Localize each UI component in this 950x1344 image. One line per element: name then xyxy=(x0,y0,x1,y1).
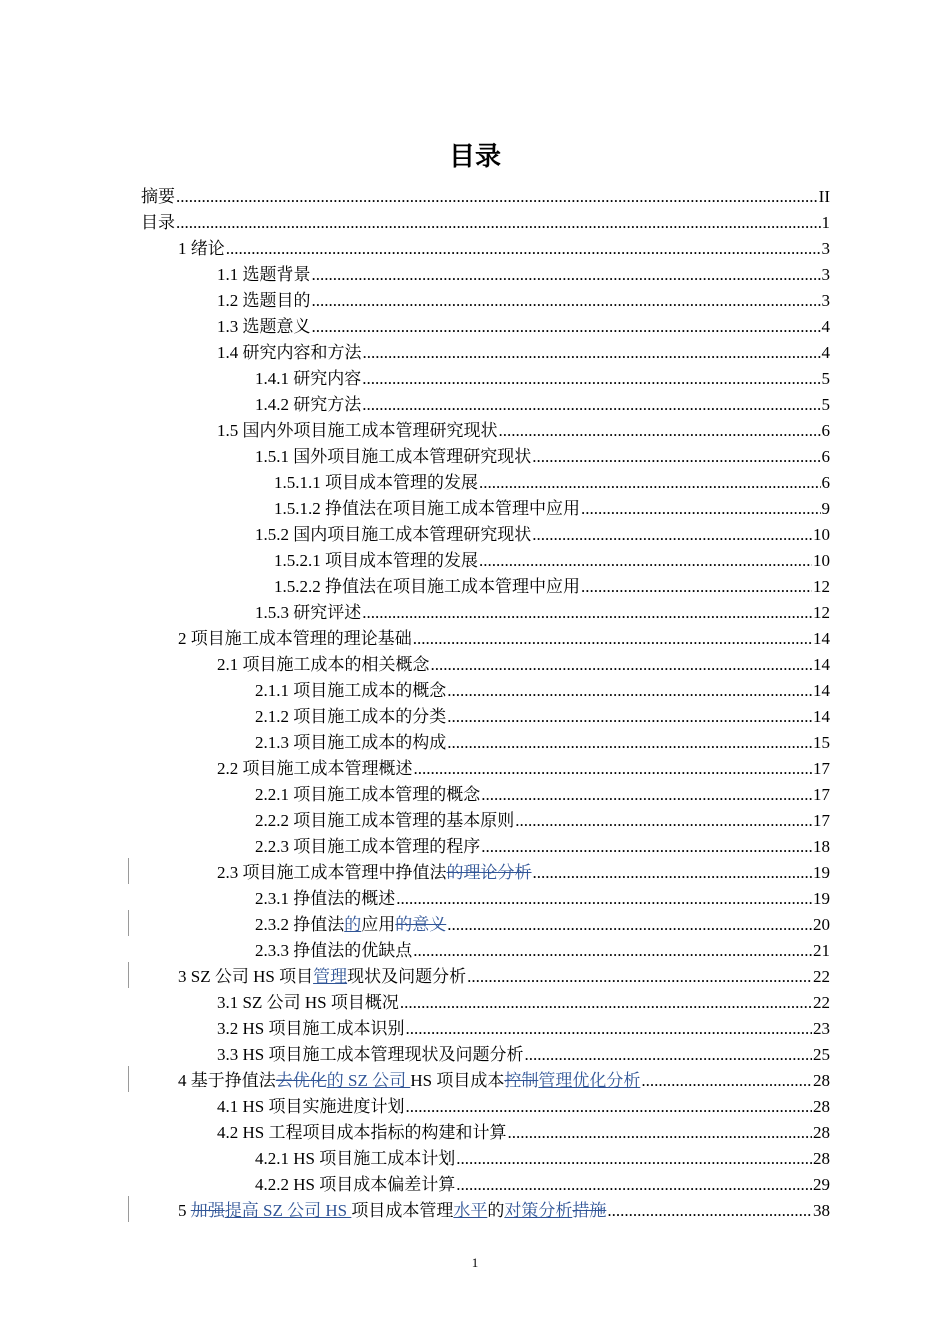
toc-entry-title xyxy=(217,264,311,286)
toc-entry-title xyxy=(255,706,446,728)
toc-page-number: 14 xyxy=(813,707,830,726)
dot-leader xyxy=(400,992,812,1014)
toc-title-text: 1.5.1.2 挣值法在项目施工成本管理中应用 xyxy=(274,499,580,518)
dot-leader xyxy=(447,732,812,754)
toc-title-text: 的 xyxy=(487,1201,505,1220)
toc-title-text: 2.1 项目施工成本的相关概念 xyxy=(217,655,430,674)
tracked-deletion: 措施 xyxy=(572,1201,607,1220)
tracked-insertion: 管理优化分析 xyxy=(538,1071,641,1090)
toc-entry-title xyxy=(255,602,361,624)
dot-leader xyxy=(176,186,818,208)
toc-entry[interactable] xyxy=(217,1040,830,1066)
dot-leader xyxy=(405,1018,812,1040)
toc-title-text: 2.2.2 项目施工成本管理的基本原则 xyxy=(255,811,515,830)
toc-page-number: 38 xyxy=(813,1201,830,1220)
toc-entry[interactable] xyxy=(217,1014,830,1040)
tracked-insertion: 的 SZ 公司 xyxy=(326,1071,411,1090)
dot-leader xyxy=(481,784,812,806)
tracked-insertion: 管理 xyxy=(313,967,348,986)
toc-page-number: 5 xyxy=(821,395,830,414)
toc-entry[interactable] xyxy=(255,936,830,962)
toc-page-number: 18 xyxy=(813,837,830,856)
toc-entry-title xyxy=(255,732,446,754)
revision-change-bar xyxy=(128,1066,129,1092)
toc-page-number: 19 xyxy=(813,863,830,882)
toc-entry[interactable] xyxy=(217,416,830,442)
toc-entry[interactable] xyxy=(255,884,830,910)
toc-page-number: 28 xyxy=(813,1071,830,1090)
toc-entry-title xyxy=(255,394,361,416)
toc-entry-title xyxy=(217,1096,404,1118)
toc-entry[interactable] xyxy=(217,754,830,780)
dot-leader xyxy=(581,498,821,520)
toc-entry-title xyxy=(217,1122,506,1144)
dot-leader xyxy=(176,212,821,234)
toc-entry-title xyxy=(217,420,498,442)
toc-entry[interactable] xyxy=(141,182,830,208)
toc-page-number: 3 xyxy=(821,265,830,284)
toc-page-number: 29 xyxy=(813,1175,830,1194)
toc-entry[interactable] xyxy=(255,598,830,624)
toc-entry[interactable] xyxy=(217,1118,830,1144)
toc-page-number: 12 xyxy=(813,603,830,622)
toc-page-number: 25 xyxy=(813,1045,830,1064)
toc-page-number: 6 xyxy=(821,421,830,440)
toc-entry-title xyxy=(255,1174,455,1196)
toc-title-text: 3.1 SZ 公司 HS 项目概况 xyxy=(217,993,399,1012)
toc-entry[interactable] xyxy=(274,546,830,572)
toc-entry[interactable] xyxy=(217,286,830,312)
toc-title-text: 2.1.1 项目施工成本的概念 xyxy=(255,681,447,700)
toc-entry-title xyxy=(217,1044,523,1066)
toc-entry-title xyxy=(141,186,175,208)
tracked-insertion: 对策分析 xyxy=(504,1201,573,1220)
dot-leader xyxy=(431,654,813,676)
toc-page-number: 4 xyxy=(821,317,830,336)
toc-entry[interactable] xyxy=(255,442,830,468)
toc-entry-title xyxy=(178,238,225,260)
toc-title-text: 摘要 xyxy=(141,187,175,206)
tracked-deletion: 的意义 xyxy=(395,915,447,934)
toc-title-text: 1.4 研究内容和方法 xyxy=(217,343,362,362)
dot-leader xyxy=(413,628,812,650)
toc-page-number: 23 xyxy=(813,1019,830,1038)
tracked-deletion: 加强 xyxy=(190,1201,225,1220)
toc-entry-title xyxy=(217,654,430,676)
toc-entry[interactable] xyxy=(217,260,830,286)
toc-entry[interactable] xyxy=(178,1196,830,1222)
revision-change-bar xyxy=(128,858,129,884)
toc-page-number: 10 xyxy=(813,551,830,570)
toc-entry-title xyxy=(178,628,412,650)
tracked-insertion: 提高 SZ 公司 HS xyxy=(224,1201,352,1220)
toc-page-number: 4 xyxy=(821,343,830,362)
toc-page-number: 19 xyxy=(813,889,830,908)
toc-title-text: 1.4.1 研究内容 xyxy=(255,369,362,388)
toc-entry[interactable] xyxy=(178,234,830,260)
toc-page-number: II xyxy=(818,187,830,206)
toc-entry-title xyxy=(217,992,399,1014)
toc-entry-title xyxy=(217,862,532,884)
dot-leader xyxy=(414,758,813,780)
toc-entry[interactable] xyxy=(255,364,830,390)
toc-entry[interactable] xyxy=(255,910,830,936)
toc-entry[interactable] xyxy=(255,1170,830,1196)
toc-page-number: 17 xyxy=(813,811,830,830)
toc-entry[interactable] xyxy=(255,806,830,832)
toc-entry-title xyxy=(255,914,446,936)
toc-entry-title xyxy=(274,498,580,520)
toc-title-text: 4.1 HS 项目实施进度计划 xyxy=(217,1097,405,1116)
toc-page-number: 14 xyxy=(813,629,830,648)
page-title: 目录 xyxy=(448,142,501,172)
toc-entry-title xyxy=(255,836,480,858)
toc-entry-title xyxy=(255,368,361,390)
toc-title-text: 3 SZ 公司 HS 项目 xyxy=(178,967,314,986)
toc-page-number: 20 xyxy=(813,915,830,934)
toc-page-number: 6 xyxy=(821,473,830,492)
toc-title-text: 1 绪论 xyxy=(178,239,225,258)
dot-leader xyxy=(362,368,820,390)
toc-page-number: 5 xyxy=(821,369,830,388)
toc-entry[interactable] xyxy=(217,338,830,364)
dot-leader xyxy=(479,472,821,494)
toc-entry[interactable] xyxy=(255,780,830,806)
dot-leader xyxy=(396,888,812,910)
toc-title-text: 2.3 项目施工成本管理中挣值法 xyxy=(217,863,447,882)
toc-entry[interactable] xyxy=(255,702,830,728)
toc-entry-title xyxy=(255,784,480,806)
toc-page-number: 28 xyxy=(813,1097,830,1116)
dot-leader xyxy=(363,342,821,364)
dot-leader xyxy=(413,940,812,962)
dot-leader xyxy=(467,966,812,988)
tracked-deletion: 去优化 xyxy=(275,1071,327,1090)
toc-title-text: 2.3.1 挣值法的概述 xyxy=(255,889,396,908)
toc-page-number: 14 xyxy=(813,681,830,700)
dot-leader xyxy=(499,420,821,442)
toc-page-number: 22 xyxy=(813,967,830,986)
dot-leader xyxy=(581,576,812,598)
dot-leader xyxy=(447,914,812,936)
toc-title-text: 1.5.2.2 挣值法在项目施工成本管理中应用 xyxy=(274,577,580,596)
toc-title-text: 现状及问题分析 xyxy=(347,967,467,986)
toc-entry-title xyxy=(255,680,446,702)
dot-leader xyxy=(456,1148,812,1170)
dot-leader xyxy=(607,1200,812,1222)
toc-entry[interactable] xyxy=(255,390,830,416)
toc-title-text: 2.2.3 项目施工成本管理的程序 xyxy=(255,837,481,856)
toc-entry-title xyxy=(255,888,395,910)
dot-leader xyxy=(533,862,813,884)
toc-title-text: 1.2 选题目的 xyxy=(217,291,311,310)
dot-leader xyxy=(641,1070,812,1092)
dot-leader xyxy=(515,810,812,832)
toc-entry[interactable] xyxy=(274,468,830,494)
toc-entry[interactable] xyxy=(217,650,830,676)
tracked-deletion: 的理论分析 xyxy=(446,863,532,882)
toc-entry-title xyxy=(255,524,531,546)
dot-leader xyxy=(362,602,812,624)
toc-entry[interactable] xyxy=(274,494,830,520)
toc-page-number: 17 xyxy=(813,785,830,804)
toc-entry[interactable] xyxy=(141,208,830,234)
toc-page-number: 3 xyxy=(821,239,830,258)
toc-title-text: 1.3 选题意义 xyxy=(217,317,311,336)
toc-page-number: 21 xyxy=(813,941,830,960)
toc-title-text: 4.2.2 HS 项目成本偏差计算 xyxy=(255,1175,456,1194)
toc-title-text: 2.3.3 挣值法的优缺点 xyxy=(255,941,413,960)
tracked-deletion: 控制 xyxy=(504,1071,539,1090)
toc-title-text: 3.2 HS 项目施工成本识别 xyxy=(217,1019,405,1038)
toc-title-text: 1.5 国内外项目施工成本管理研究现状 xyxy=(217,421,498,440)
toc-entry[interactable] xyxy=(178,624,830,650)
dot-leader xyxy=(447,706,812,728)
toc-title-text: 2.1.2 项目施工成本的分类 xyxy=(255,707,447,726)
toc-title-text: 1.5.1 国外项目施工成本管理研究现状 xyxy=(255,447,532,466)
toc-page-number: 3 xyxy=(821,291,830,310)
toc-entry-title xyxy=(178,1070,640,1092)
toc-entry[interactable] xyxy=(255,832,830,858)
footer-page-number: 1 xyxy=(471,1255,479,1270)
toc-title-text: 1.5.2 国内项目施工成本管理研究现状 xyxy=(255,525,532,544)
toc-entry-title xyxy=(217,1018,404,1040)
toc-entry-title xyxy=(217,758,413,780)
toc-title-text: 4 基于挣值法 xyxy=(178,1071,276,1090)
toc-entry[interactable] xyxy=(178,962,830,988)
dot-leader xyxy=(312,264,821,286)
revision-change-bar xyxy=(128,962,129,988)
toc-title-text: 1.5.1.1 项目成本管理的发展 xyxy=(274,473,478,492)
toc-title-text: 1.1 选题背景 xyxy=(217,265,311,284)
toc-title-text: 2.2 项目施工成本管理概述 xyxy=(217,759,413,778)
dot-leader xyxy=(479,550,812,572)
toc-entry[interactable] xyxy=(178,1066,830,1092)
dot-leader xyxy=(312,316,821,338)
toc-entry[interactable] xyxy=(217,988,830,1014)
toc-entry-title xyxy=(178,966,466,988)
toc-title-text: 目录 xyxy=(141,213,175,232)
toc-page-number: 15 xyxy=(813,733,830,752)
toc-page-number: 22 xyxy=(813,993,830,1012)
toc-title-text: 4.2.1 HS 项目施工成本计划 xyxy=(255,1149,456,1168)
toc-entry[interactable] xyxy=(217,858,830,884)
revision-change-bar xyxy=(128,910,129,936)
toc-title-text: HS 项目成本 xyxy=(410,1071,505,1090)
toc-title-text: 项目成本管理 xyxy=(351,1201,454,1220)
toc-entry-title xyxy=(141,212,175,234)
toc-page-number: 9 xyxy=(821,499,830,518)
tracked-insertion: 水平 xyxy=(453,1201,488,1220)
toc-page-number: 12 xyxy=(813,577,830,596)
toc-entry[interactable] xyxy=(217,312,830,338)
toc-page-number: 28 xyxy=(813,1123,830,1142)
toc-page-number: 28 xyxy=(813,1149,830,1168)
toc-entry-title xyxy=(274,472,478,494)
toc-entry-title xyxy=(217,342,362,364)
toc-entry[interactable] xyxy=(217,1092,830,1118)
toc-entry-title xyxy=(255,446,531,468)
toc-page-number: 17 xyxy=(813,759,830,778)
toc-page-number: 6 xyxy=(821,447,830,466)
toc-title-text: 2.2.1 项目施工成本管理的概念 xyxy=(255,785,481,804)
dot-leader xyxy=(481,836,812,858)
toc-title-text: 2 项目施工成本管理的理论基础 xyxy=(178,629,412,648)
dot-leader xyxy=(312,290,821,312)
toc-entry-title xyxy=(217,316,311,338)
toc-entry-title xyxy=(255,940,412,962)
toc-entry[interactable] xyxy=(255,728,830,754)
dot-leader xyxy=(405,1096,812,1118)
toc-title-text: 4.2 HS 工程项目成本指标的构建和计算 xyxy=(217,1123,507,1142)
toc-title-text: 2.1.3 项目施工成本的构成 xyxy=(255,733,447,752)
dot-leader xyxy=(532,524,812,546)
toc-title-text: 1.4.2 研究方法 xyxy=(255,395,362,414)
dot-leader xyxy=(532,446,820,468)
toc-entry[interactable] xyxy=(255,676,830,702)
toc-entry-title xyxy=(217,290,311,312)
dot-leader xyxy=(362,394,820,416)
toc-entry-title xyxy=(255,1148,455,1170)
toc-entry-title xyxy=(255,810,514,832)
toc-title-text: 应用 xyxy=(361,915,396,934)
toc-page-number: 10 xyxy=(813,525,830,544)
dot-leader xyxy=(524,1044,812,1066)
dot-leader xyxy=(226,238,821,260)
toc-entry-title xyxy=(274,576,580,598)
toc-title-text: 1.5.3 研究评述 xyxy=(255,603,362,622)
toc-entry[interactable] xyxy=(255,520,830,546)
toc-entry-title xyxy=(178,1200,606,1222)
dot-leader xyxy=(447,680,812,702)
toc-title-text: 1.5.2.1 项目成本管理的发展 xyxy=(274,551,478,570)
toc-title-text: 5 xyxy=(178,1201,191,1220)
dot-leader xyxy=(456,1174,812,1196)
toc-title-text: 3.3 HS 项目施工成本管理现状及问题分析 xyxy=(217,1045,524,1064)
toc-title-text: 2.3.2 挣值法 xyxy=(255,915,345,934)
toc-page-number: 14 xyxy=(813,655,830,674)
toc-page-number: 1 xyxy=(821,213,830,232)
dot-leader xyxy=(507,1122,812,1144)
tracked-insertion: 的 xyxy=(344,915,362,934)
toc-entry-title xyxy=(274,550,478,572)
revision-change-bar xyxy=(128,1196,129,1222)
toc-entry[interactable] xyxy=(274,572,830,598)
toc-entry[interactable] xyxy=(255,1144,830,1170)
